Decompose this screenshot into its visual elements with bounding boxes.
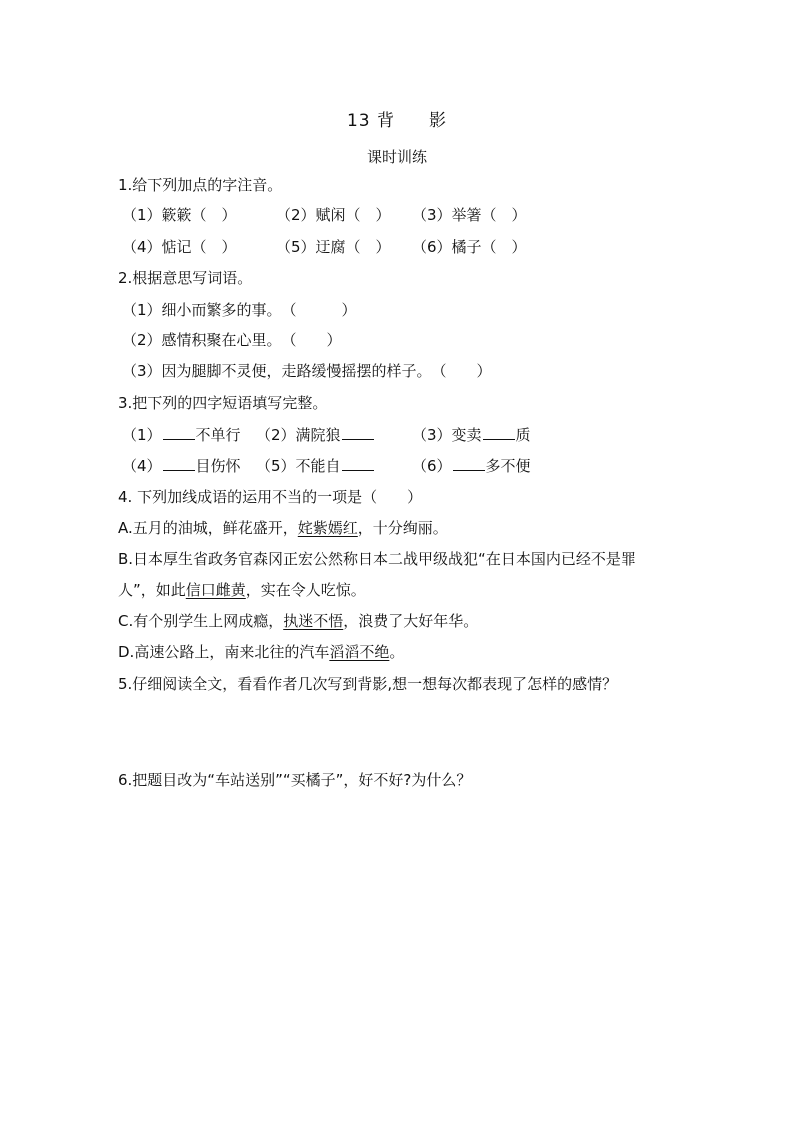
q1-item: （3）举箸（ ） bbox=[412, 206, 527, 224]
title-char-1: 背 bbox=[377, 111, 396, 131]
underlined-idiom: 信口雌黄 bbox=[185, 581, 246, 599]
q3-item: （5）不能自 bbox=[256, 456, 375, 476]
q4-option-a: A.五月的油城，鲜花盛开，姹紫嫣红，十分绚丽。 bbox=[118, 519, 448, 537]
question-5-prompt: 5.仔细阅读全文，看看作者几次写到背影,想一想每次都表现了怎样的感情？ bbox=[118, 675, 618, 693]
q4-option-d: D.高速公路上，南来北往的汽车滔滔不绝。 bbox=[118, 643, 405, 661]
q4-option-c: C.有个别学生上网成瘾，执迷不悟，浪费了大好年华。 bbox=[118, 612, 479, 630]
q4-option-b-line-2: 人”，如此信口雌黄，实在令人吃惊。 bbox=[118, 581, 366, 599]
q1-item: （5）迂腐（ ） bbox=[276, 238, 391, 256]
question-6-prompt: 6.把题目改为“车站送别”“买橘子”，好不好?为什么？ bbox=[118, 771, 472, 789]
q2-item: （1）细小而繁多的事。 （ ） bbox=[122, 301, 357, 319]
q1-item: （6）橘子（ ） bbox=[412, 238, 527, 256]
q1-item: （2）赋闲（ ） bbox=[276, 206, 391, 224]
underlined-idiom: 执迷不悟 bbox=[283, 612, 344, 630]
page-title bbox=[0, 106, 794, 131]
title-char-2: 影 bbox=[429, 111, 448, 131]
q3-item: （2）满院狼 bbox=[256, 425, 375, 445]
title-number: 13 bbox=[346, 111, 371, 131]
q1-item: （4）惦记（ ） bbox=[122, 238, 237, 256]
underlined-idiom: 姹紫嫣红 bbox=[297, 519, 358, 537]
q1-item: （1）簌簌（ ） bbox=[122, 206, 237, 224]
question-4-prompt: 4. 下列加线成语的运用不当的一项是（ ） bbox=[118, 488, 423, 506]
q3-item: （1） 不单行 bbox=[122, 426, 241, 444]
question-2-prompt: 2.根据意思写词语。 bbox=[118, 269, 253, 287]
q4-option-b-line-1: B.日本厚生省政务官森冈正宏公然称日本二战甲级战犯“在日本国内已经不是罪 bbox=[118, 550, 636, 568]
q3-item: （3）变卖 质 bbox=[412, 426, 531, 444]
question-1-prompt: 1.给下列加点的字注音。 bbox=[118, 176, 283, 194]
q3-item: （6） 多不便 bbox=[412, 457, 531, 475]
q2-item: （2）感情积聚在心里。 （ ） bbox=[122, 331, 342, 349]
underlined-idiom: 滔滔不绝 bbox=[329, 643, 390, 661]
q2-item: （3）因为腿脚不灵便，走路缓慢摇摆的样子。 （ ） bbox=[122, 362, 492, 380]
page-subtitle: 课时训练 bbox=[366, 148, 427, 166]
q3-item: （4） 目伤怀 bbox=[122, 457, 241, 475]
question-3-prompt: 3.把下列的四字短语填写完整。 bbox=[118, 394, 328, 412]
